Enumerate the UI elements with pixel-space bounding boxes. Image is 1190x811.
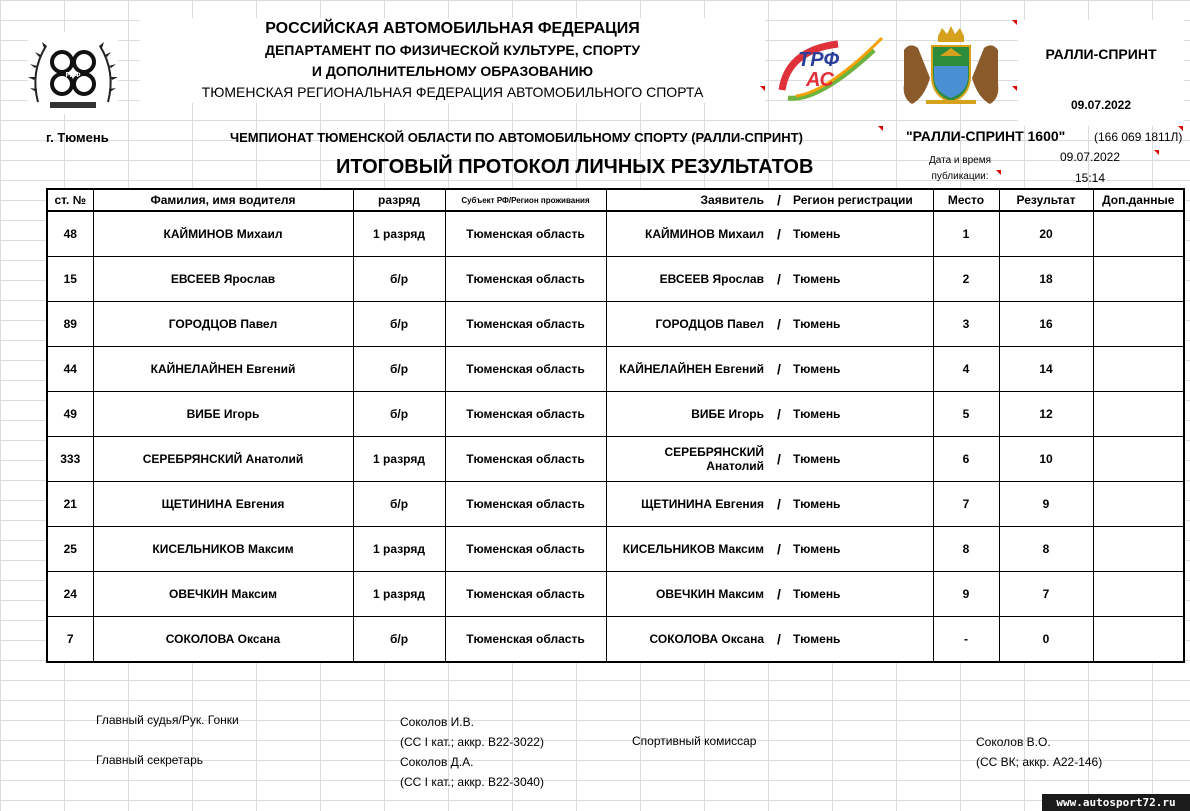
cell-driver: ВИБЕ Игорь bbox=[93, 392, 353, 437]
license-number: (166 069 1811Л) bbox=[1094, 130, 1183, 144]
cell-rank: 1 разряд bbox=[353, 572, 445, 617]
cell-registration-region: Тюмень bbox=[790, 437, 933, 482]
header bbox=[140, 18, 765, 103]
cell-driver: ГОРОДЦОВ Павел bbox=[93, 302, 353, 347]
table-row bbox=[47, 482, 1184, 527]
cell-rank: 1 разряд bbox=[353, 211, 445, 257]
cell-number: 15 bbox=[47, 257, 93, 302]
department-line-2: И ДОПОЛНИТЕЛЬНОМУ ОБРАЗОВАНИЮ bbox=[311, 63, 594, 79]
table-row bbox=[47, 437, 1184, 482]
cell-rank: 1 разряд bbox=[353, 527, 445, 572]
city: г. Тюмень bbox=[46, 130, 109, 145]
cell-number: 25 bbox=[47, 527, 93, 572]
event-name: "РАЛЛИ-СПРИНТ 1600" bbox=[906, 128, 1066, 144]
publication-label-line-2: публикации: bbox=[931, 171, 989, 182]
cell-registration-region: Тюмень bbox=[790, 617, 933, 663]
cell-place: 6 bbox=[933, 437, 999, 482]
cell-registration-region: Тюмень bbox=[790, 527, 933, 572]
cell-place: 3 bbox=[933, 302, 999, 347]
raf-logo bbox=[28, 32, 118, 114]
event-box-date: 09.07.2022 bbox=[1070, 98, 1132, 112]
header-driver: Фамилия, имя водителя bbox=[93, 189, 353, 211]
cell-applicant: СЕРЕБРЯНСКИЙ Анатолий bbox=[606, 437, 768, 482]
cell-driver: КАЙМИНОВ Михаил bbox=[93, 211, 353, 257]
cell-region: Тюменская область bbox=[445, 617, 606, 663]
protocol-title: ИТОГОВЫЙ ПРОТОКОЛ ЛИЧНЫХ РЕЗУЛЬТАТОВ bbox=[336, 156, 814, 178]
cell-slash: / bbox=[768, 302, 790, 347]
cell-result: 8 bbox=[999, 527, 1093, 572]
cell-region: Тюменская область bbox=[445, 527, 606, 572]
publication-time: 15:14 bbox=[1074, 171, 1106, 185]
header-applicant: Заявитель bbox=[606, 189, 768, 211]
federation-title: РОССИЙСКАЯ АВТОМОБИЛЬНАЯ ФЕДЕРАЦИЯ bbox=[265, 20, 640, 37]
cell-extra bbox=[1093, 617, 1184, 663]
cell-region: Тюменская область bbox=[445, 347, 606, 392]
cell-region: Тюменская область bbox=[445, 437, 606, 482]
chief-judge-name: Соколов И.В. bbox=[400, 715, 474, 729]
secretary-category: (СС I кат.; аккр. В22-3040) bbox=[400, 775, 544, 789]
cell-applicant: КАЙМИНОВ Михаил bbox=[606, 211, 768, 257]
cell-slash: / bbox=[768, 347, 790, 392]
cell-registration-region: Тюмень bbox=[790, 302, 933, 347]
table-row bbox=[47, 392, 1184, 437]
publication-date: 09.07.2022 bbox=[1059, 150, 1121, 164]
cell-number: 49 bbox=[47, 392, 93, 437]
header-registration-region: Регион регистрации bbox=[790, 189, 933, 211]
event-box-title: РАЛЛИ-СПРИНТ bbox=[1045, 46, 1157, 62]
cell-applicant: ВИБЕ Игорь bbox=[606, 392, 768, 437]
cell-result: 12 bbox=[999, 392, 1093, 437]
cell-place: 5 bbox=[933, 392, 999, 437]
watermark: www.autosport72.ru bbox=[1042, 794, 1190, 811]
cell-rank: б/р bbox=[353, 257, 445, 302]
cell-extra bbox=[1093, 482, 1184, 527]
secretary-name: Соколов Д.А. bbox=[400, 755, 474, 769]
table-row bbox=[47, 302, 1184, 347]
cell-result: 20 bbox=[999, 211, 1093, 257]
table-row bbox=[47, 617, 1184, 663]
championship-title: ЧЕМПИОНАТ ТЮМЕНСКОЙ ОБЛАСТИ ПО АВТОМОБИЛЬНОМУ СПОРТУ (РАЛЛИ-СПРИНТ) bbox=[230, 130, 803, 145]
chief-judge-label: Главный судья/Рук. Гонки bbox=[96, 713, 239, 727]
cell-result: 14 bbox=[999, 347, 1093, 392]
publication-label-line-1: Дата и время bbox=[928, 155, 991, 166]
cell-registration-region: Тюмень bbox=[790, 211, 933, 257]
cell-applicant: ОВЕЧКИН Максим bbox=[606, 572, 768, 617]
cell-slash: / bbox=[768, 527, 790, 572]
cell-number: 7 bbox=[47, 617, 93, 663]
department-line-1: ДЕПАРТАМЕНТ ПО ФИЗИЧЕСКОЙ КУЛЬТУРЕ, СПОРТУ bbox=[264, 42, 641, 58]
cell-result: 10 bbox=[999, 437, 1093, 482]
header-slash: / bbox=[768, 189, 790, 211]
cell-slash: / bbox=[768, 437, 790, 482]
cell-rank: 1 разряд bbox=[353, 437, 445, 482]
svg-text:ТРФ: ТРФ bbox=[798, 49, 840, 71]
cell-number: 89 bbox=[47, 302, 93, 347]
cell-driver: ОВЕЧКИН Максим bbox=[93, 572, 353, 617]
publication-label bbox=[920, 153, 1000, 185]
cell-place: 1 bbox=[933, 211, 999, 257]
cell-registration-region: Тюмень bbox=[790, 572, 933, 617]
cell-extra bbox=[1093, 211, 1184, 257]
cell-region: Тюменская область bbox=[445, 482, 606, 527]
cell-applicant: ГОРОДЦОВ Павел bbox=[606, 302, 768, 347]
cell-slash: / bbox=[768, 617, 790, 663]
cell-applicant: ЩЕТИНИНА Евгения bbox=[606, 482, 768, 527]
cell-extra bbox=[1093, 527, 1184, 572]
cell-slash: / bbox=[768, 572, 790, 617]
cell-place: 7 bbox=[933, 482, 999, 527]
cell-region: Тюменская область bbox=[445, 572, 606, 617]
commissar-name: Соколов В.О. bbox=[976, 735, 1051, 749]
cell-region: Тюменская область bbox=[445, 392, 606, 437]
cell-place: 8 bbox=[933, 527, 999, 572]
cell-place: 9 bbox=[933, 572, 999, 617]
cell-driver: СОКОЛОВА Оксана bbox=[93, 617, 353, 663]
header-rank: разряд bbox=[353, 189, 445, 211]
cell-region: Тюменская область bbox=[445, 302, 606, 347]
regional-federation: ТЮМЕНСКАЯ РЕГИОНАЛЬНАЯ ФЕДЕРАЦИЯ АВТОМОБИЛЬНОГО СПОРТА bbox=[201, 84, 704, 100]
table-row bbox=[47, 211, 1184, 257]
cell-extra bbox=[1093, 302, 1184, 347]
cell-registration-region: Тюмень bbox=[790, 347, 933, 392]
cell-extra bbox=[1093, 257, 1184, 302]
cell-number: 24 bbox=[47, 572, 93, 617]
coat-of-arms-icon bbox=[896, 26, 1006, 110]
cell-place: 2 bbox=[933, 257, 999, 302]
cell-driver: СЕРЕБРЯНСКИЙ Анатолий bbox=[93, 437, 353, 482]
cell-registration-region: Тюмень bbox=[790, 257, 933, 302]
cell-number: 48 bbox=[47, 211, 93, 257]
secretary-label: Главный секретарь bbox=[96, 753, 203, 767]
cell-result: 0 bbox=[999, 617, 1093, 663]
cell-extra bbox=[1093, 392, 1184, 437]
cell-number: 44 bbox=[47, 347, 93, 392]
red-marker bbox=[1012, 20, 1017, 25]
cell-applicant: КИСЕЛЬНИКОВ Максим bbox=[606, 527, 768, 572]
table-row bbox=[47, 347, 1184, 392]
cell-number: 21 bbox=[47, 482, 93, 527]
commissar-category: (СС ВК; аккр. А22-146) bbox=[976, 755, 1103, 769]
table-row bbox=[47, 527, 1184, 572]
cell-applicant: КАЙНЕЛАЙНЕН Евгений bbox=[606, 347, 768, 392]
header-result: Результат bbox=[999, 189, 1093, 211]
cell-driver: ЩЕТИНИНА Евгения bbox=[93, 482, 353, 527]
cell-place: 4 bbox=[933, 347, 999, 392]
cell-result: 16 bbox=[999, 302, 1093, 347]
chief-judge-category: (СС I кат.; аккр. В22-3022) bbox=[400, 735, 544, 749]
cell-slash: / bbox=[768, 257, 790, 302]
table-row bbox=[47, 257, 1184, 302]
red-marker bbox=[878, 126, 883, 131]
cell-driver: КАЙНЕЛАЙНЕН Евгений bbox=[93, 347, 353, 392]
cell-rank: б/р bbox=[353, 617, 445, 663]
cell-registration-region: Тюмень bbox=[790, 482, 933, 527]
cell-slash: / bbox=[768, 482, 790, 527]
cell-rank: б/р bbox=[353, 302, 445, 347]
cell-applicant: СОКОЛОВА Оксана bbox=[606, 617, 768, 663]
cell-place: - bbox=[933, 617, 999, 663]
raf-logo-text: РАФ bbox=[65, 72, 81, 79]
red-marker bbox=[1154, 150, 1159, 155]
cell-rank: б/р bbox=[353, 392, 445, 437]
red-marker bbox=[760, 86, 765, 91]
cell-extra bbox=[1093, 437, 1184, 482]
cell-slash: / bbox=[768, 392, 790, 437]
header-extra: Доп.данные bbox=[1093, 189, 1184, 211]
cell-rank: б/р bbox=[353, 482, 445, 527]
red-marker bbox=[1012, 86, 1017, 91]
cell-extra bbox=[1093, 572, 1184, 617]
cell-result: 18 bbox=[999, 257, 1093, 302]
cell-registration-region: Тюмень bbox=[790, 392, 933, 437]
cell-driver: ЕВСЕЕВ Ярослав bbox=[93, 257, 353, 302]
cell-rank: б/р bbox=[353, 347, 445, 392]
cell-region: Тюменская область bbox=[445, 211, 606, 257]
cell-result: 7 bbox=[999, 572, 1093, 617]
header-number: ст. № bbox=[47, 189, 93, 211]
cell-result: 9 bbox=[999, 482, 1093, 527]
svg-text:АС: АС bbox=[806, 69, 834, 91]
event-box bbox=[1018, 20, 1184, 126]
header-region: Субъект РФ/Регион проживания bbox=[445, 189, 606, 211]
cell-region: Тюменская область bbox=[445, 257, 606, 302]
cell-number: 333 bbox=[47, 437, 93, 482]
commissar-label: Спортивный комиссар bbox=[632, 734, 757, 748]
results-table bbox=[46, 188, 1185, 663]
cell-applicant: ЕВСЕЕВ Ярослав bbox=[606, 257, 768, 302]
table-row bbox=[47, 572, 1184, 617]
trf-as-logo bbox=[778, 30, 890, 108]
cell-driver: КИСЕЛЬНИКОВ Максим bbox=[93, 527, 353, 572]
table-header-row bbox=[47, 189, 1184, 211]
header-place: Место bbox=[933, 189, 999, 211]
cell-extra bbox=[1093, 347, 1184, 392]
cell-slash: / bbox=[768, 211, 790, 257]
